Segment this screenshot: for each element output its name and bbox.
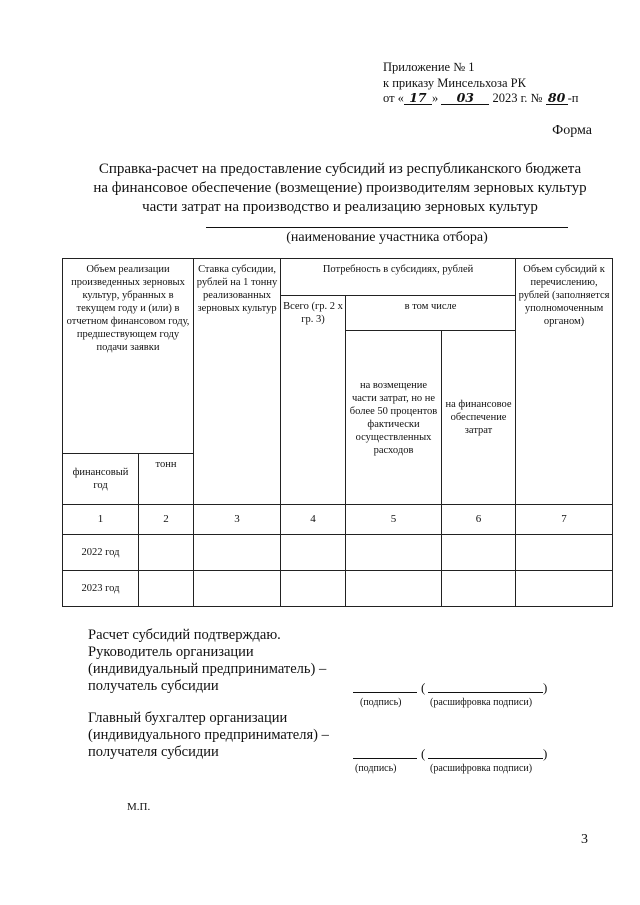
col-number: 5 [346, 505, 442, 535]
table-cell [194, 535, 281, 571]
accountant-paren-close: ) [543, 746, 548, 761]
table-cell [442, 535, 516, 571]
header-rate: Ставка субсидии, рублей на 1 тонну реализованных зерновых культур [194, 259, 281, 505]
annex-block [383, 60, 578, 107]
col-number: 2 [139, 505, 194, 535]
page-number: 3 [581, 832, 588, 847]
accountant-decoding-line [428, 758, 543, 759]
annex-line-2: к приказу Минсельхоза РК [383, 75, 526, 90]
accountant-paren-open: ( [421, 746, 426, 761]
table-cell [139, 535, 194, 571]
subsidy-table [62, 258, 613, 607]
table-row [63, 571, 613, 607]
accountant-signature-block [88, 710, 329, 761]
table-cell [346, 535, 442, 571]
table-cell [346, 571, 442, 607]
annex-month: 03 [441, 91, 489, 105]
table-cell [516, 535, 613, 571]
accountant-line-2: (индивидуального предпринимателя) – [88, 727, 329, 743]
head-line-2: (индивидуальный предприниматель) – [88, 661, 327, 677]
annex-day: 17 [404, 91, 432, 105]
head-line-1: Руководитель организации [88, 644, 254, 660]
table-cell [281, 535, 346, 571]
head-paren-open: ( [421, 680, 426, 695]
accountant-line-1: Главный бухгалтер организации [88, 710, 288, 726]
table-cell [281, 571, 346, 607]
accountant-signature-line [353, 758, 417, 759]
title-line-3: части затрат на производство и реализацию зерновых культур [142, 199, 538, 215]
header-tons: тонн [139, 454, 194, 505]
participant-name-line [206, 227, 568, 228]
title-line-1: Справка-расчет на предоставление субсидий из республиканского бюджета [98, 161, 582, 177]
accountant-line-3: получателя субсидии [88, 744, 219, 760]
row-label-2022: 2022 год [63, 535, 139, 571]
annex-year: 2023 г. № [492, 91, 543, 105]
stamp-place: М.П. [127, 801, 151, 813]
table-cell [442, 571, 516, 607]
header-fin-year: финансовый год [63, 454, 139, 505]
head-decoding-line [428, 692, 543, 693]
col-number: 7 [516, 505, 613, 535]
header-finance: на финансовое обеспечение затрат [442, 331, 516, 505]
header-volume: Объем реализации произведенных зерновых культур, убранных в текущем году и (или) в отчетном финансовом году, предшествующем году подачи заявки [63, 259, 194, 454]
head-line-3: получатель субсидии [88, 678, 219, 694]
annex-ot: от « [383, 91, 404, 105]
accountant-cap-decoding: (расшифровка подписи) [430, 763, 533, 774]
header-including: в том числе [346, 296, 516, 331]
head-signature-block [88, 627, 326, 695]
header-reimburse: на возмещение части затрат, но не более 50 процентов фактически осуществленных расходов [346, 331, 442, 505]
confirm-text: Расчет субсидий подтверждаю. [88, 627, 281, 643]
header-need: Потребность в субсидиях, рублей [281, 259, 516, 296]
table-cell [194, 571, 281, 607]
table-cell [139, 571, 194, 607]
participant-caption: (наименование участника отбора) [286, 230, 488, 245]
col-number: 4 [281, 505, 346, 535]
head-signature-line [353, 692, 417, 693]
row-label-2023: 2023 год [63, 571, 139, 607]
col-number: 3 [194, 505, 281, 535]
annex-line-3 [383, 91, 578, 107]
table-cell [516, 571, 613, 607]
form-label: Форма [552, 123, 592, 138]
accountant-cap-signature: (подпись) [355, 763, 397, 774]
annex-number: 80 [546, 91, 568, 105]
col-number: 1 [63, 505, 139, 535]
table-row [63, 535, 613, 571]
column-numbers-row [63, 505, 613, 535]
title-line-2: на финансовое обеспечение (возмещение) производителям зерновых культур [93, 180, 587, 196]
head-cap-decoding: (расшифровка подписи) [430, 697, 533, 708]
annex-suffix: -п [567, 91, 579, 105]
annex-quote-close: » [431, 91, 439, 105]
header-transfer: Объем субсидий к перечислению, рублей (заполняется уполномоченным органом) [516, 259, 613, 505]
head-cap-signature: (подпись) [360, 697, 402, 708]
annex-line-1: Приложение № 1 [383, 60, 475, 74]
col-number: 6 [442, 505, 516, 535]
header-total: Всего (гр. 2 х гр. 3) [281, 296, 346, 505]
document-title [60, 160, 620, 217]
head-paren-close: ) [543, 680, 548, 695]
